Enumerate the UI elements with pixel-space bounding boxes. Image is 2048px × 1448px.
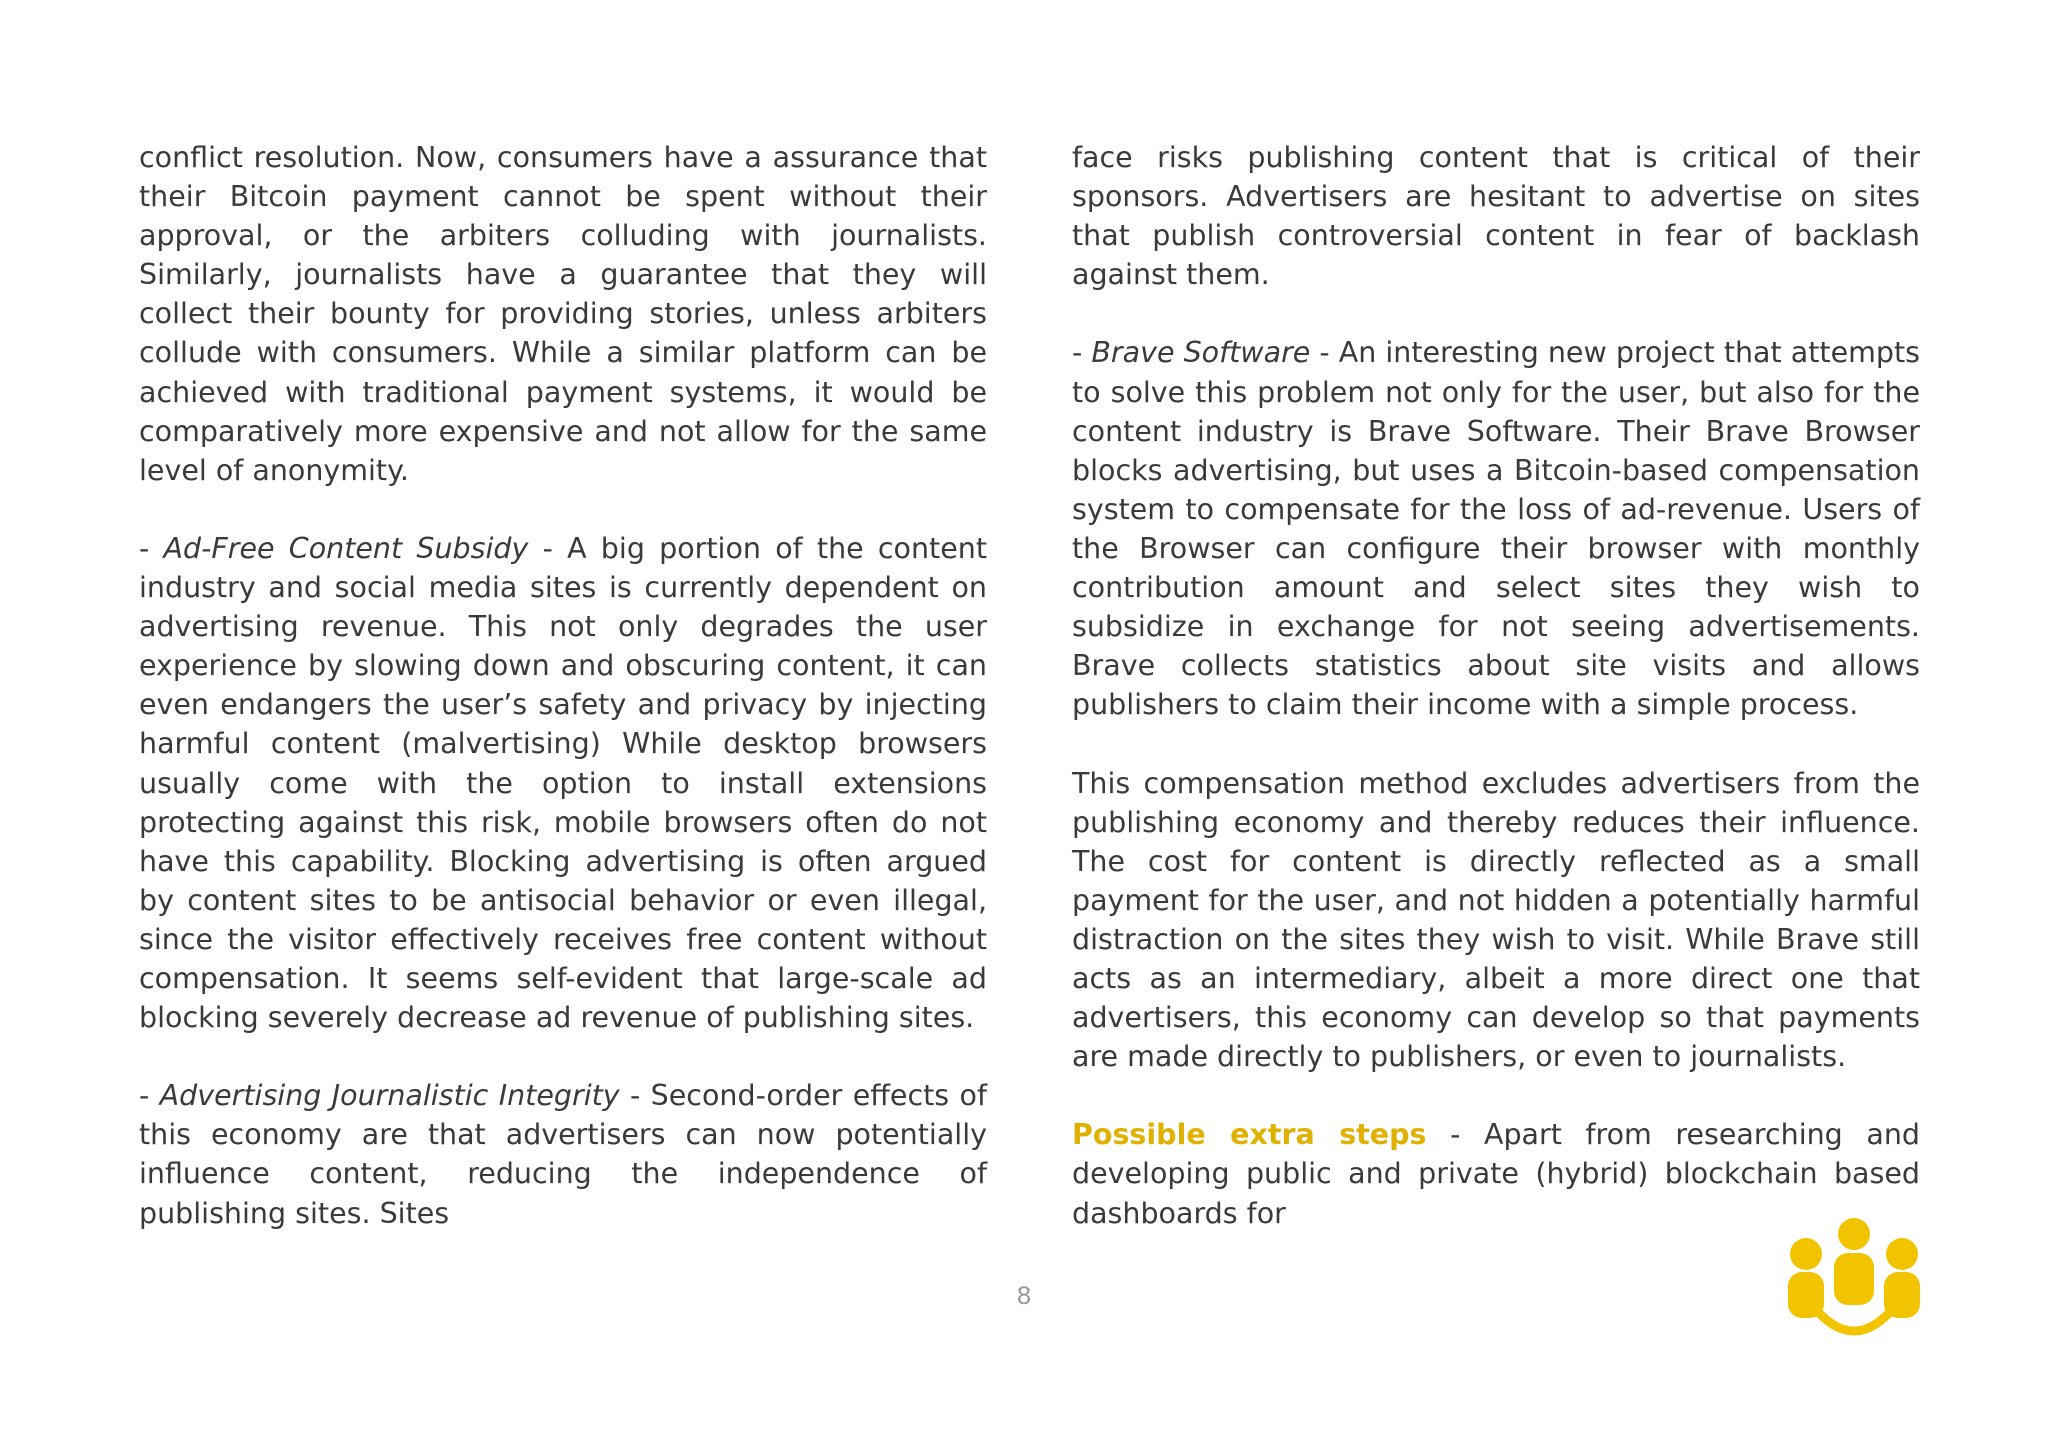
- paragraph-dash: -: [1072, 336, 1092, 370]
- paragraph-text: - An interesting new project that attempts to solve this problem not only for the user, but also for the content industry is Brave Software. Their Brave Browser blocks advertising, but uses a Bitcoin-based compensation system to compensate for the loss of ad-revenue. Users of the Browser can configure their browser with monthly contribution amount and select sites they wish to subsidize in exchange for not seeing advertisements. Brave collects statistics about site visits and allows publishers to claim their income with a simple process.: [1072, 336, 1920, 722]
- logo-head-center: [1838, 1218, 1870, 1250]
- paragraph-text: - Apart from researching and developing public and private (hybrid) blockchain based dashboards for: [1072, 1118, 1920, 1230]
- logo-head-left: [1790, 1238, 1822, 1270]
- section-heading-ad-free: Ad-Free Content Subsidy: [163, 531, 529, 565]
- paragraph-text: - A big portion of the content industry and social media sites is currently dependent on advertising revenue. This not only degrades the user experience by slowing down and obscuring content, it can even endangers the user’s safety and privacy by injecting harmful content (malvertising) While desktop browsers usually come with the option to install extensions protecting against this risk, mobile browsers often do not have this capability. Blocking advertising is often argued by content sites to be antisocial behavior or even illegal, since the visitor effectively receives free content without compensation. It seems self-evident that large-scale ad blocking severely decrease ad revenue of publishing sites.: [139, 531, 988, 1035]
- paragraph-conflict-resolution: [139, 138, 987, 490]
- paragraph-compensation-method: [1072, 764, 1920, 1077]
- section-heading-journalistic-integrity: Advertising Journalistic Integrity: [159, 1079, 620, 1113]
- paragraph-sponsor-risks: [1072, 138, 1920, 294]
- paragraph-text: - Second-order effects of this economy are that advertisers can now potentially influence content, reducing the independence of publishing sites. Sites: [139, 1079, 987, 1230]
- logo-body-center: [1834, 1253, 1874, 1305]
- paragraph-text: face risks publishing content that is critical of their sponsors. Advertisers are hesitant to advertise on sites that publish controversial content in fear of backlash against them.: [1072, 141, 1920, 292]
- people-group-icon: [1786, 1218, 1922, 1342]
- paragraph-dash: -: [139, 531, 164, 565]
- left-column: [139, 138, 987, 1233]
- section-heading-brave-software: Brave Software: [1091, 336, 1311, 370]
- page-number: 8: [1016, 1282, 1032, 1310]
- right-column: [1072, 138, 1920, 1233]
- paragraph-brave-software: [1072, 333, 1920, 724]
- logo-smile-arc: [1820, 1314, 1888, 1331]
- section-heading-possible-extra-steps: Possible extra steps: [1072, 1118, 1427, 1152]
- paragraph-text: conflict resolution. Now, consumers have a assurance that their Bitcoin payment cannot be spent without their approval, or the arbiters colluding with journalists. Similarly, journalists have a guarantee that they will collect their bounty for providing stories, unless arbiters collude with consumers. While a similar platform can be achieved with traditional payment systems, it would be comparatively more expensive and not allow for the same level of anonymity.: [139, 141, 987, 487]
- paragraph-text: This compensation method excludes advertisers from the publishing economy and thereby reduces their influence. The cost for content is directly reflected as a small payment for the user, and not hidden a potentially harmful distraction on the sites they wish to visit. While Brave still acts as an intermediary, albeit a more direct one that advertisers, this economy can develop so that payments are made directly to publishers, or even to journalists.: [1072, 766, 1920, 1074]
- paragraph-ad-free-content-subsidy: [139, 529, 987, 1037]
- paragraph-possible-extra-steps: [1072, 1115, 1920, 1232]
- logo-body-left: [1788, 1272, 1824, 1318]
- logo-body-right: [1884, 1272, 1920, 1318]
- logo-head-right: [1886, 1238, 1918, 1270]
- paragraph-advertising-journalistic-integrity: [139, 1076, 987, 1232]
- paragraph-dash: -: [139, 1079, 160, 1113]
